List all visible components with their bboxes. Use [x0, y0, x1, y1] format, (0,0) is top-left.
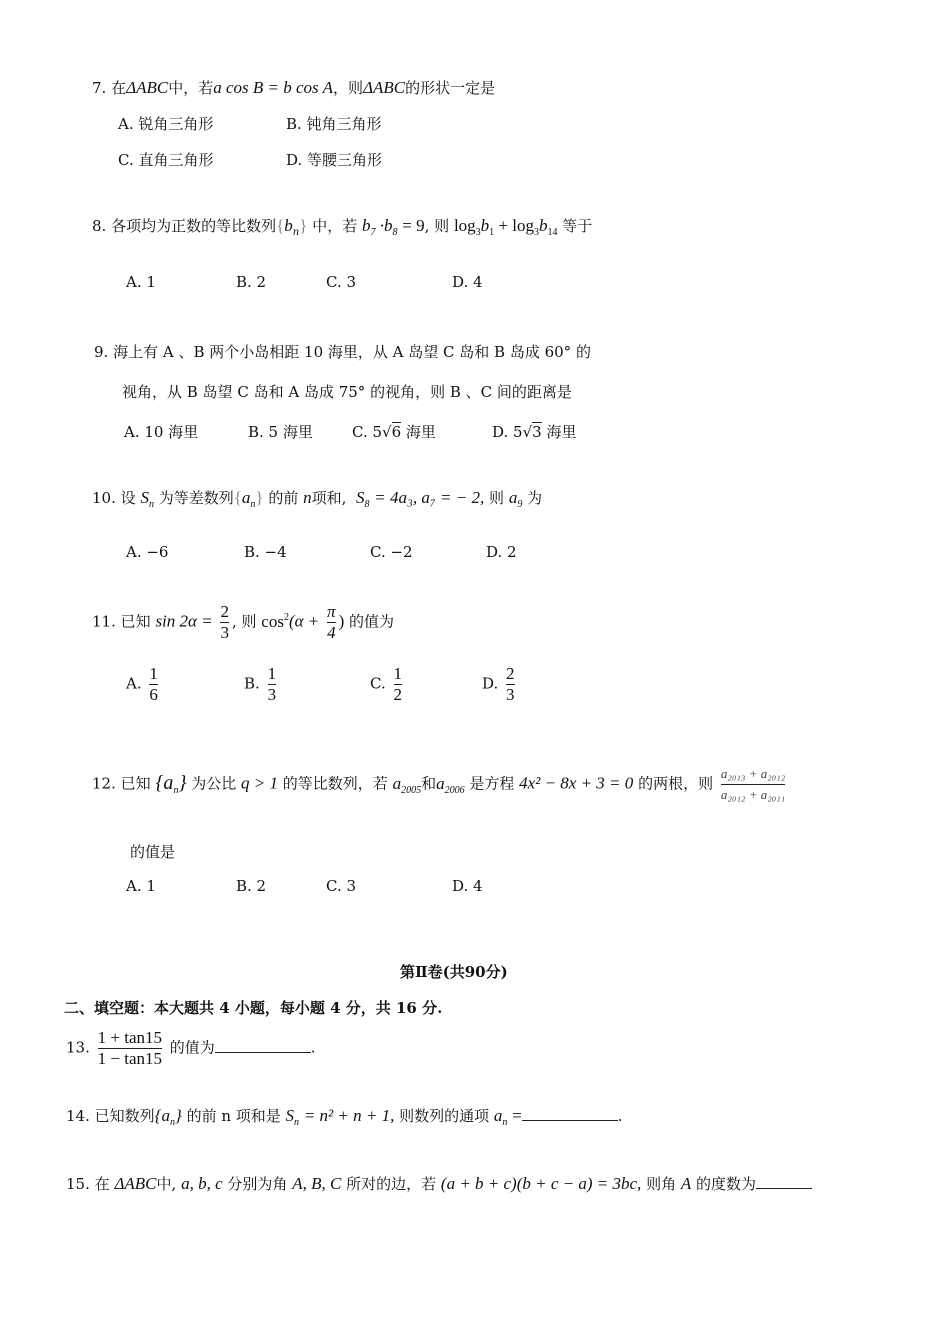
q12-equation: 4x² − 8x + 3 = 0	[519, 773, 634, 793]
sqrt-sign-icon: √	[382, 423, 392, 441]
q8-option-a: A. 1	[126, 273, 156, 291]
q9-option-c: C. 5√6 海里	[352, 423, 436, 441]
q13-fraction: $\frac{1 + \tan 15}{1 - \tan 15}$	[97, 1028, 162, 1068]
q10-option-c: C. −2	[370, 543, 413, 561]
q12-option-a: A. 1	[126, 877, 156, 895]
sqrt-sign-icon: √	[522, 423, 533, 441]
q15-condition: (a + b + c)(b + c − a) = 3bc,	[440, 1174, 642, 1193]
q10-stem: 10. 设 $S_n$ 为等差数列$\{a_n\}$ 的前 n项和, $S_8 = 4a_3$, a₇ = − 2, 则 $a_9$ 为	[92, 488, 543, 510]
q12-option-b: B. 2	[236, 877, 267, 895]
q11-option-d: D. $\frac{2}{3}$	[482, 664, 515, 704]
q7-stem: 7. 在ΔABC中，若a cos B = b cos A，则ΔABC的形状一定是	[92, 78, 496, 97]
q8-option-c: C. 3	[326, 273, 357, 291]
q8-option-b: B. 2	[236, 273, 267, 291]
section2-heading: 二、填空题：本大题共 4 小题，每小题 4 分，共 16 分.	[64, 999, 443, 1017]
q9-stem-line2: 视角，从 B 岛望 C 岛和 A 岛成 75° 的视角，则 B 、C 间的距离是	[122, 383, 572, 401]
q10-option-d: D. 2	[486, 543, 517, 561]
q11-stem: 11. 已知 sin 2α = $\frac{2}{3}$ , 则 $\cos^2(\alpha$ + $\frac{\pi}{4}$ ) 的值为	[92, 602, 395, 642]
q9-option-b: B. 5 海里	[248, 423, 313, 441]
q10-condition: = 4a₃, a₇ = − 2,	[374, 488, 485, 507]
q13-stem: 13. $\frac{1 + \tan 15}{1 - \tan 15}$ 的值为 .	[66, 1028, 316, 1068]
q9-option-d: D. 5√3 海里	[492, 423, 577, 441]
q12-option-c: C. 3	[326, 877, 357, 895]
q7-number: 7.	[92, 79, 107, 97]
q7-option-b: B. 钝角三角形	[286, 115, 382, 133]
q11-option-b: B. $\frac{1}{3}$	[244, 664, 277, 704]
q14-answer-blank[interactable]	[522, 1106, 618, 1121]
q11-option-a: A. $\frac{1}{6}$	[126, 664, 158, 704]
q12-stem: 12. 已知 $\{a_n\}$ 为公比 q > 1 的等比数列，若 $a_{2005}$和$a_{2006}$ 是方程 4x² − 8x + 3 = 0 的两根，则 $\frac{\text{a₂₀₁₃ + a₂₀₁₂}}{\text{a₂₀₁₂ + a₂₀₁₁}}$	[92, 764, 788, 805]
q9-option-a: A. 10 海里	[124, 423, 199, 441]
q12-stem-line2: 的值是	[130, 843, 176, 861]
q8-log-expression: $\log_3b_1 + \log_3b_{14}$	[453, 216, 558, 238]
q15-answer-blank[interactable]	[756, 1174, 812, 1189]
q14-stem: 14. 已知数列$\{a_n\}$ 的前 n 项和是 $S_n = n^2 + n + 1$, 则数列的通项 $a_n$ = .	[66, 1106, 623, 1128]
q7-condition: a cos B = b cos A	[213, 78, 333, 97]
q10-option-b: B. −4	[244, 543, 287, 561]
q13-answer-blank[interactable]	[215, 1038, 311, 1053]
q7-option-c: C. 直角三角形	[118, 151, 214, 169]
q11-option-c: C. $\frac{1}{2}$	[370, 664, 402, 704]
q7-option-d: D. 等腰三角形	[286, 151, 383, 169]
q7-option-a: A. 锐角三角形	[118, 115, 214, 133]
q8-option-d: D. 4	[452, 273, 483, 291]
part2-title: 第Ⅱ卷(共90分)	[400, 963, 508, 981]
q9-stem-line1: 9. 海上有 A 、B 两个小岛相距 10 海里，从 A 岛望 C 岛和 B 岛成 60° 的	[94, 343, 591, 361]
q12-option-d: D. 4	[452, 877, 483, 895]
q8-stem: 8. 各项均为正数的等比数列$\{b_n\}$ 中，若 $b_7 \cdot b_8 = 9$, 则 $\log_3b_1 + \log_3b_{14}$ 等于	[92, 216, 593, 238]
q15-stem: 15. 在 ΔABC中, a, b, c 分别为角 A, B, C 所对的边，若 (a + b + c)(b + c − a) = 3bc, 则角 A 的度数为	[66, 1172, 812, 1196]
q10-option-a: A. −6	[126, 543, 169, 561]
